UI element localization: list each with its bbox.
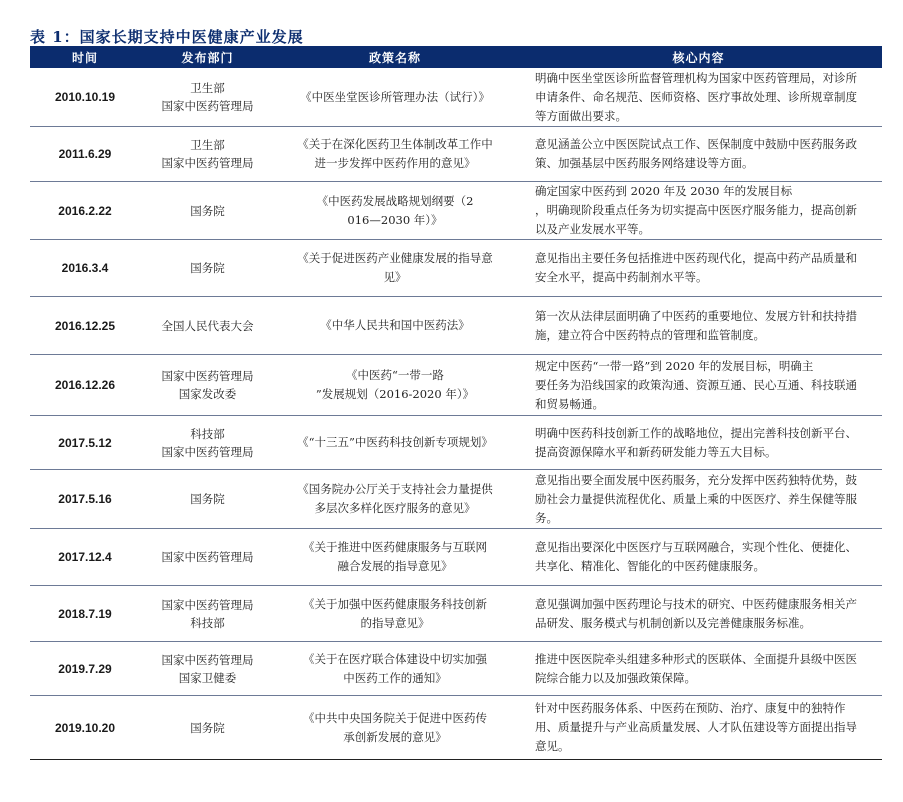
dept-line: 国家发改委 (178, 387, 237, 401)
table-row (30, 416, 882, 470)
content-text: 意见指出要全面发展中医药服务，充分发挥中医药独特优势，鼓 励社会力量提供流程优化、质量上乘的中医医疗、养生保健等服 务。 (535, 472, 857, 525)
dept-line: 国务院 (190, 203, 225, 218)
policy-text: 《中华人民共和国中医药法》 (320, 318, 470, 332)
cell-dept (140, 470, 275, 528)
cell-content (515, 696, 882, 759)
content-text: 确定国家中医药到 2020 年及 2030 年的发展目标 ，明确现阶段重点任务为切实提高中医医疗服务能力，提高创新 以及产业发展水平等。 (535, 184, 857, 236)
policy-text: 《关于促进医药产业健康发展的指导意 见》 (297, 251, 493, 284)
cell-content (515, 642, 882, 695)
cell-policy (275, 642, 515, 695)
table-row (30, 127, 882, 182)
dept-line: 国务院 (190, 492, 225, 506)
dept-line: 卫生部 (190, 138, 225, 152)
cell-date: 2016.2.22 (58, 203, 112, 218)
policy-text: 《“十三五”中医药科技创新专项规划》 (297, 435, 493, 449)
dept-line: 科技部 (190, 426, 225, 441)
dept-line: 国家中医药管理局 (161, 156, 254, 170)
cell-date: 2016.12.25 (54, 318, 116, 333)
content-text: 意见强调加强中医药理论与技术的研究、中医药健康服务相关产 品研发、服务模式与机制创新以及完善健康服务标准。 (535, 596, 857, 630)
cell-dept (140, 586, 275, 641)
cell-policy (275, 586, 515, 641)
dept-line: 国家中医药管理局 (161, 597, 254, 612)
cell-content (515, 416, 882, 469)
content-text: 第一次从法律层面明确了中医药的重要地位、发展方针和扶持措 施，建立符合中医药特点的管理和监管制度。 (535, 308, 857, 342)
content-text: 意见涵盖公立中医医院试点工作、医保制度中鼓励中医药服务政 策、加强基层中医药服务网络建设等方面。 (535, 137, 857, 170)
content-text: 明确中医药科技创新工作的战略地位，提出完善科技创新平台、 提高资源保障水平和新药研发能力等五大目标。 (535, 425, 857, 459)
content-text: 规定中医药“一带一路”到 2020 年的发展目标，明确主 要任务为沿线国家的政策沟通、资源互通、民心互通、科技联通 和贸易畅通。 (535, 358, 857, 411)
cell-policy (275, 182, 515, 239)
cell-dept (140, 68, 275, 126)
cell-dept (140, 240, 275, 296)
dept-line: 国务院 (190, 720, 225, 735)
cell-date: 2019.10.20 (54, 720, 116, 735)
table-header (30, 46, 882, 68)
content-text: 针对中医药服务体系、中医药在预防、治疗、康复中的独特作 用、质量提升与产业高质量发展、人才队伍建设等方面提出指导 意见。 (535, 701, 857, 753)
table-row (30, 68, 882, 127)
cell-date: 2011.6.29 (58, 147, 112, 161)
table-title: 表 1：国家长期支持中医健康产业发展 (30, 28, 304, 46)
policy-text: 《中医药“一带一路 ”发展规划（2016-2020 年）》 (315, 368, 475, 401)
dept-line: 国家中医药管理局 (161, 550, 254, 564)
header-policy: 政策名称 (368, 50, 421, 65)
table-row (30, 529, 882, 586)
policy-text: 《中医药发展战略规划纲要（2 016—2030 年）》 (316, 193, 474, 227)
cell-policy (275, 355, 515, 415)
policy-text: 《中医坐堂医诊所管理办法（试行）》 (300, 89, 490, 104)
cell-content (515, 127, 882, 181)
cell-content (515, 355, 882, 415)
policy-text: 《关于加强中医药健康服务科技创新 的指导意见》 (303, 596, 487, 630)
policy-table (30, 46, 882, 760)
cell-date: 2017.5.12 (58, 435, 112, 450)
cell-date: 2016.3.4 (61, 261, 109, 275)
content-text: 推进中医医院牵头组建多种形式的医联体、全面提升县级中医医 院综合能力以及加强政策保障。 (535, 651, 857, 685)
cell-dept (140, 297, 275, 354)
cell-dept (140, 642, 275, 695)
dept-line: 国家中医药管理局 (161, 652, 254, 667)
cell-date: 2017.12.4 (58, 550, 112, 564)
cell-date: 2019.7.29 (58, 661, 112, 676)
table-row (30, 696, 882, 760)
cell-policy (275, 416, 515, 469)
cell-policy (275, 240, 515, 296)
table-body (30, 68, 882, 760)
cell-policy (275, 297, 515, 354)
cell-content (515, 68, 882, 126)
cell-date: 2016.12.26 (54, 378, 116, 392)
cell-content (515, 297, 882, 354)
cell-content (515, 240, 882, 296)
dept-line: 国家中医药管理局 (161, 444, 254, 459)
content-text: 明确中医坐堂医诊所监督管理机构为国家中医药管理局，对诊所 申请条件、命名规范、医师资格、医疗事故处理、诊所规章制度 等方面做出要求。 (535, 70, 857, 123)
cell-policy (275, 68, 515, 126)
cell-date: 2017.5.16 (58, 492, 112, 506)
cell-date: 2010.10.19 (54, 90, 116, 104)
cell-policy (275, 529, 515, 585)
table-row (30, 470, 882, 529)
policy-text: 《中共中央国务院关于促进中医药传 承创新发展的意见》 (303, 710, 487, 744)
dept-line: 国家中医药管理局 (161, 99, 254, 113)
cell-dept (140, 696, 275, 759)
header-dept: 发布部门 (181, 50, 234, 65)
cell-policy (275, 127, 515, 181)
policy-text: 《关于在深化医药卫生体制改革工作中 进一步发挥中医药作用的意见》 (297, 137, 493, 170)
table-row (30, 355, 882, 416)
dept-line: 国家卫健委 (178, 670, 237, 685)
content-text: 意见指出主要任务包括推进中医药现代化，提高中药产品质量和 安全水平，提高中药制剂水平等。 (535, 251, 857, 284)
policy-text: 《关于推进中医药健康服务与互联网 融合发展的指导意见》 (303, 540, 487, 573)
dept-line: 国家中医药管理局 (161, 369, 254, 383)
cell-date: 2018.7.19 (58, 606, 112, 621)
policy-text: 《国务院办公厅关于支持社会力量提供 多层次多样化医疗服务的意见》 (297, 482, 493, 515)
header-content: 核心内容 (672, 50, 725, 65)
cell-dept (140, 416, 275, 469)
dept-line: 科技部 (190, 615, 225, 630)
dept-line: 国务院 (190, 261, 225, 275)
header-date: 时间 (71, 50, 98, 65)
cell-dept (140, 127, 275, 181)
table-row (30, 182, 882, 240)
policy-text: 《关于在医疗联合体建设中切实加强 中医药工作的通知》 (303, 651, 487, 685)
cell-policy (275, 470, 515, 528)
cell-content (515, 529, 882, 585)
content-text: 意见指出要深化中医医疗与互联网融合，实现个性化、便捷化、 共享化、精准化、智能化的中医药健康服务。 (535, 540, 857, 573)
cell-policy (275, 696, 515, 759)
cell-content (515, 470, 882, 528)
cell-dept (140, 529, 275, 585)
table-row (30, 642, 882, 696)
dept-line: 卫生部 (190, 81, 225, 95)
cell-content (515, 182, 882, 239)
cell-dept (140, 355, 275, 415)
table-row (30, 586, 882, 642)
table-row (30, 240, 882, 297)
dept-line: 全国人民代表大会 (161, 318, 254, 333)
table-row (30, 297, 882, 355)
cell-dept (140, 182, 275, 239)
cell-content (515, 586, 882, 641)
